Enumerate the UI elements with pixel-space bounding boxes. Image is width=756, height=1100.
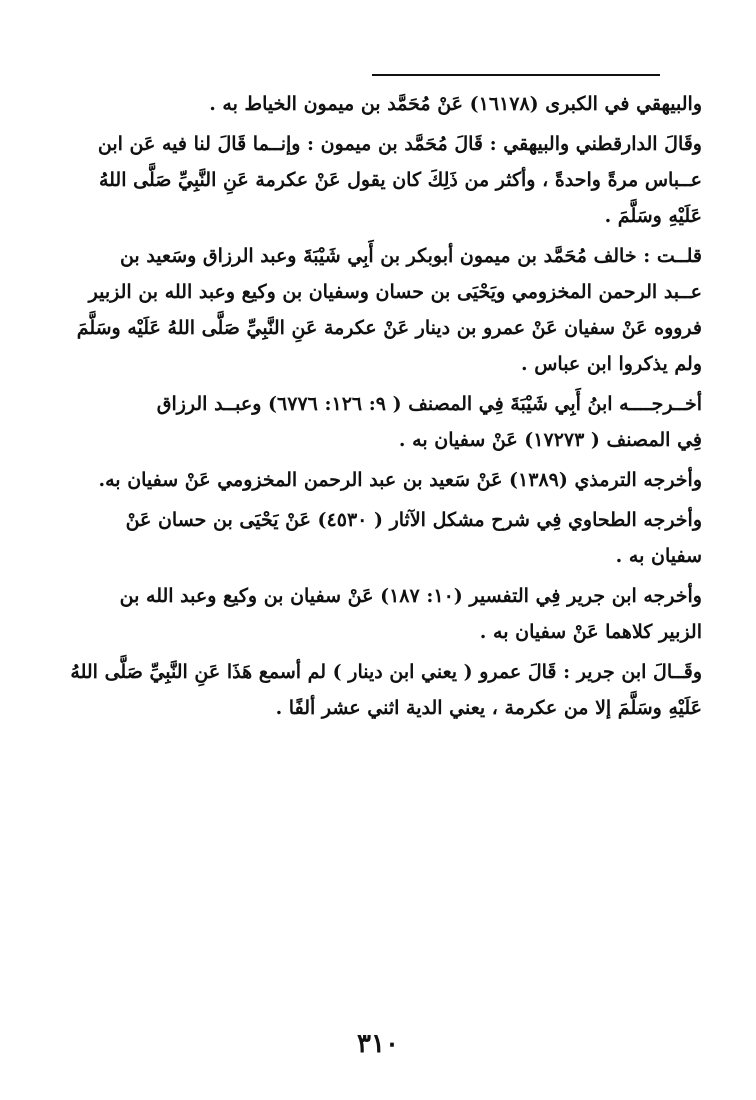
text-line: وأخرجه الترمذي (١٣٨٩) عَنْ سَعيد بن عبد الرحمن المخزومي عَنْ سفيان به. xyxy=(98,469,702,491)
text-line: قلــت : خالف مُحَمَّد بن ميمون أبوبكر بن أَبِي شَيْبَةَ وعبد الرزاق وسَعيد بن xyxy=(119,245,702,267)
text-line: عــبد الرحمن المخزومي ويَحْيَى بن حسان وسفيان بن وكيع وعبد الله بن الزبير xyxy=(88,281,702,303)
text-line: فرووه عَنْ سفيان عَنْ عمرو بن دينار عَنْ عكرمة عَنِ النَّبِيِّ صَلَّى اللهُ عَلَيْه وسَلَّمَ xyxy=(76,317,702,339)
text-line: وأخرجه ابن جرير فِي التفسير (١٠: ١٨٧) عَنْ سفيان بن وكيع وعبد الله بن xyxy=(119,585,702,607)
text-line: سفيان به . xyxy=(615,545,702,567)
text-line: والبيهقي في الكبرى (١٦١٧٨) عَنْ مُحَمَّد بن ميمون الخياط به . xyxy=(209,93,702,115)
text-line: ولم يذكروا ابن عباس . xyxy=(520,353,702,375)
text-line: وقَــالَ ابن جرير : قَالَ عمرو ( يعني ابن دينار ) لم أسمع هَذَا عَنِ النَّبِيِّ صَلَّى اللهُ xyxy=(70,661,702,683)
text-line: أخــرجــــه ابنُ أَبِي شَيْبَةَ فِي المصنف ( ٩: ١٢٦: ٦٧٧٦) وعبــد الرزاق xyxy=(156,393,702,415)
page-number: ٣١٠ xyxy=(357,1029,399,1059)
text-line: الزبير كلاهما عَنْ سفيان به . xyxy=(479,621,702,643)
text-line: عَلَيْهِ وسَلَّمَ إلا من عكرمة ، يعني الدية اثني عشر ألفًا . xyxy=(275,697,702,719)
text-line: عَلَيْهِ وسَلَّمَ . xyxy=(604,205,702,227)
main-text-body xyxy=(70,86,702,726)
text-line: فِي المصنف ( ١٧٢٧٣) عَنْ سفيان به . xyxy=(398,429,702,451)
text-line: عــباس مرةً واحدةً ، وأكثر من ذَلِكَ كان يقول عَنْ عكرمة عَنِ النَّبِيِّ صَلَّى اللهُ xyxy=(98,169,702,191)
top-separator-rule xyxy=(372,74,660,76)
text-line: وقَالَ الدارقطني والبيهقي : قَالَ مُحَمَّد بن ميمون : وإنــما قَالَ لنا فيه عَن ابن xyxy=(97,133,702,155)
text-line: وأخرجه الطحاوي فِي شرح مشكل الآثار ( ٤٥٣٠) عَنْ يَحْيَى بن حسان عَنْ xyxy=(125,509,702,531)
